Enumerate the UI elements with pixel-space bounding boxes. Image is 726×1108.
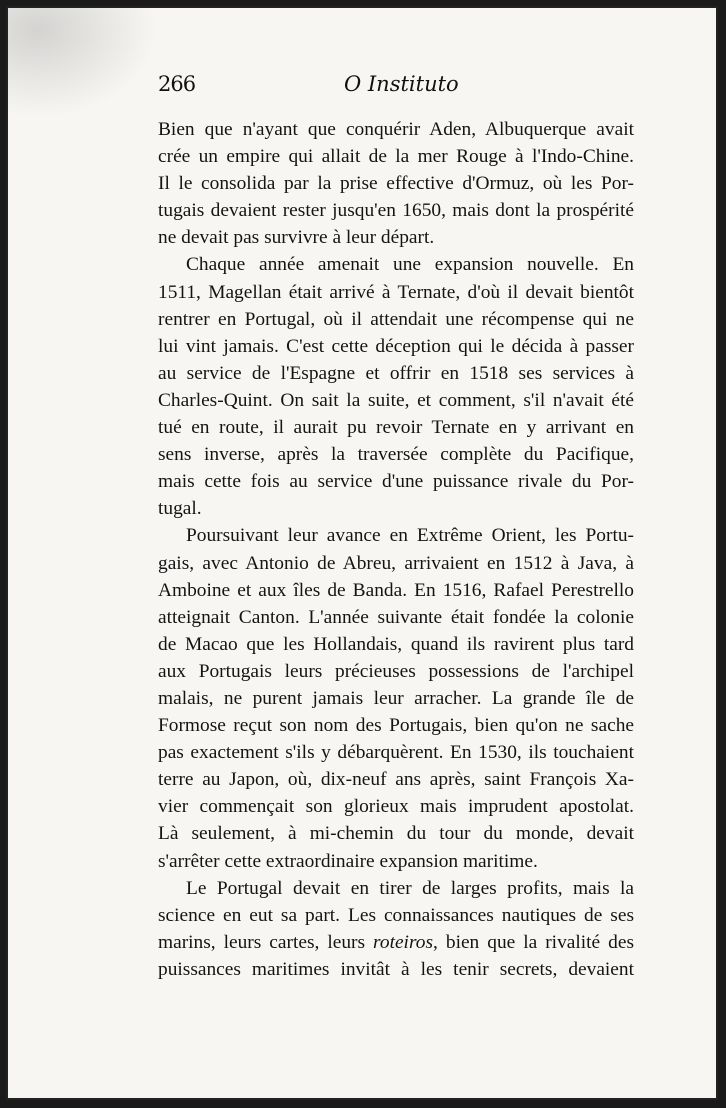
text-line: Poursuivant leur avance en Extrême Orient, les Portu- [186,525,634,547]
paragraph-2 [158,251,634,522]
text-line: sens inverse, après la traversée complète du Pacifique, [158,444,634,466]
text-line: gais, avec Antonio de Abreu, arrivaient en 1512 à Java, à [158,552,634,574]
body-text [158,116,634,983]
text-line: rentrer en Portugal, où il attendait une récompense qui ne [158,308,634,330]
text-line: crée un empire qui allait de la mer Rouge à l'Indo-Chine. [158,146,634,168]
text-line: malais, ne purent jamais leur arracher. La grande île de [158,687,634,709]
text-line: science en eut sa part. Les connaissances nautiques de ses [158,904,634,926]
text-line: lui vint jamais. C'est cette déception qui le décida à passer [158,335,634,357]
text-line: de Macao que les Hollandais, quand ils ravirent plus tard [158,633,634,655]
text-line: puissances maritimes invitât à les tenir secrets, devaient [158,958,634,980]
text-line: 1511, Magellan était arrivé à Ternate, d'où il devait bientôt [158,281,634,303]
running-title: O Instituto [344,72,459,96]
page-smudge [8,8,158,118]
document-page [6,6,718,1100]
text-line: marins, leurs cartes, leurs roteiros, bien que la rivalité des [158,931,634,953]
text-line: Bien que n'ayant que conquérir Aden, Albuquerque avait [158,119,634,140]
text-line: mais cette fois au service d'une puissance rivale du Por- [158,471,634,493]
text-line: Formose reçut son nom des Portugais, bien qu'on ne sache [158,715,634,737]
text-line: Là seulement, à mi-chemin du tour du monde, devait [158,823,634,845]
page-header [158,72,638,106]
text-line: atteignait Canton. L'année suivante était fondée la colonie [158,606,634,628]
text-line: Amboine et aux îles de Banda. En 1516, Rafael Perestrello [158,579,634,601]
text-line: pas exactement s'ils y débarquèrent. En 1530, ils touchaient [158,742,634,764]
text-line: Chaque année amenait une expansion nouvelle. En [186,254,634,276]
text-line: s'arrêter cette extraordinaire expansion maritime. [158,850,538,872]
text-line: aux Portugais leurs précieuses possessions de l'archipel [158,660,634,682]
paragraph-3 [158,522,634,874]
text-line: Il le consolida par la prise effective d'Ormuz, où les Por- [158,173,634,195]
text-line: Le Portugal devait en tirer de larges profits, mais la [186,877,634,899]
page-number: 266 [158,72,196,96]
italic-term: roteiros [373,931,434,953]
text-line: Charles-Quint. On sait la suite, et comment, s'il n'avait été [158,389,634,411]
text-line: tugais devaient rester jusqu'en 1650, mais dont la prospérité [158,200,634,222]
text-line: tugal. [158,498,202,520]
paragraph-1 [158,116,634,251]
text-line: vier commençait son glorieux mais imprudent apostolat. [158,796,634,818]
text-line: terre au Japon, où, dix-neuf ans après, saint François Xa- [158,769,634,791]
text-line: ne devait pas survivre à leur départ. [158,227,435,249]
paragraph-4 [158,875,634,983]
text-line: au service de l'Espagne et offrir en 1518 ses services à [158,362,634,384]
text-line: tué en route, il aurait pu revoir Ternate en y arrivant en [158,417,634,439]
